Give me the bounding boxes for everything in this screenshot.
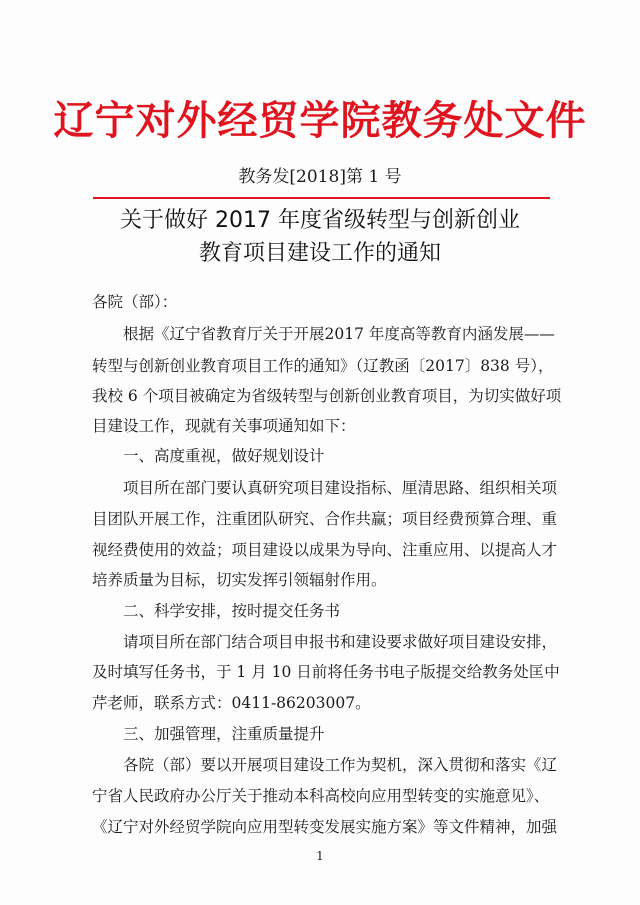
body-line-3: 我校 6 个项目被确定为省级转型与创新创业教育项目，为切实做好项	[92, 387, 562, 405]
red-divider-rule	[93, 197, 550, 199]
body-line-2: 转型与创新创业教育项目工作的通知》（辽教函〔2017〕838 号），	[92, 357, 554, 375]
page-number: 1	[316, 849, 324, 863]
body-line-1: 根据《辽宁省教育厅关于开展2017 年度高等教育内涵发展——	[123, 325, 555, 343]
body-line-8: 视经费使用的效益；项目建设以成果为导向、注重应用、以提高人才	[92, 541, 558, 559]
body-line-16: 宁省人民政府办公厅关于推动本科高校向应用型转变的实施意见》、	[92, 787, 550, 805]
section-heading-1: 一、高度重视，做好规划设计	[123, 447, 325, 465]
body-line-17: 《辽宁对外经贸学院向应用型转变发展实施方案》等文件精神，加强	[92, 818, 558, 836]
body-line-11: 请项目所在部门结合项目申报书和建设要求做好项目建设安排，	[123, 633, 558, 651]
body-line-13: 芹老师，联系方式：0411-86203007。	[92, 694, 371, 712]
body-line-9: 培养质量为目标，切实发挥引领辐射作用。	[92, 571, 387, 589]
body-line-6: 项目所在部门要认真研究项目建设指标、厘清思路、组织相关项	[123, 479, 558, 497]
document-header-title: 辽宁对外经贸学院教务处文件	[53, 97, 587, 144]
body-line-15: 各院（部）要以开展项目建设工作为契机，深入贯彻和落实《辽	[123, 756, 558, 774]
body-line-4: 目建设工作，现就有关事项通知如下：	[92, 417, 356, 435]
notice-title-line-1: 关于做好 2017 年度省级转型与创新创业	[120, 208, 520, 233]
section-heading-2: 二、科学安排，按时提交任务书	[123, 602, 341, 620]
body-line-12: 及时填写任务书，于 1 月 10 日前将任务书电子版提交给教务处匡中	[92, 663, 560, 681]
notice-title-line-2: 教育项目建设工作的通知	[198, 241, 441, 266]
body-line-7: 目团队开展工作，注重团队研究、合作共赢；项目经费预算合理、重	[92, 510, 558, 528]
section-heading-3: 三、加强管理，注重质量提升	[123, 725, 325, 743]
document-number: 教务发[2018]第 1 号	[238, 167, 402, 187]
salutation: 各院（部）：	[92, 293, 178, 311]
